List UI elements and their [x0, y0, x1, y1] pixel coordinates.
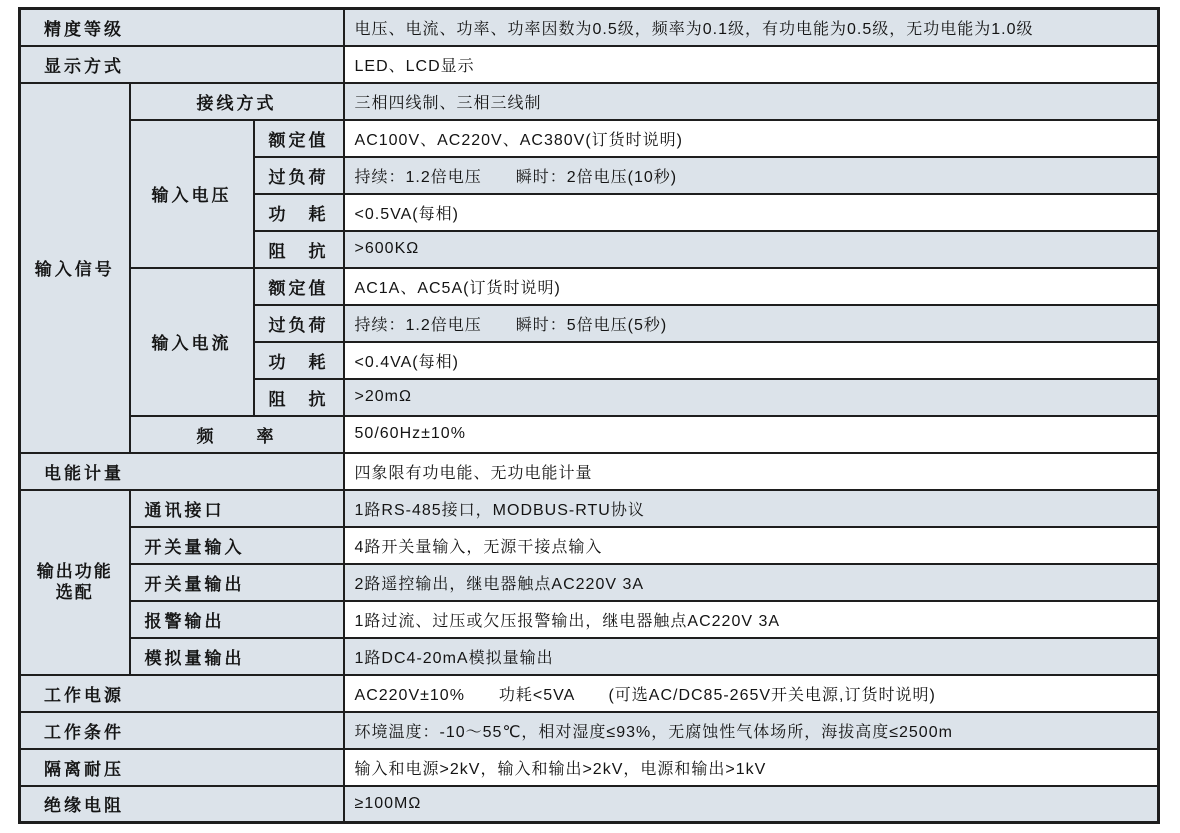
spec-table: [18, 7, 1160, 824]
input-voltage-consumption-label: 功 耗: [254, 194, 344, 231]
input-voltage-impedance-value: >600KΩ: [344, 231, 1159, 268]
input-voltage-overload-value: 持续：1.2倍电压 瞬时：2倍电压(10秒): [344, 157, 1159, 194]
input-current-rated-value: AC1A、AC5A(订货时说明): [344, 268, 1159, 305]
insulation-resistance-value: ≥100MΩ: [344, 786, 1159, 823]
input-signal-label: 输入信号: [20, 83, 130, 453]
wiring-label: 接线方式: [130, 83, 344, 120]
input-current-label: 输入电流: [130, 268, 254, 416]
frequency-label: 频 率: [130, 416, 344, 453]
input-voltage-impedance-label: 阻 抗: [254, 231, 344, 268]
power-supply-label: 工作电源: [20, 675, 344, 712]
accuracy-label: 精度等级: [20, 9, 344, 46]
output-options-label-line1: 输出功能: [36, 562, 113, 581]
digital-output-label: 开关量输出: [130, 564, 344, 601]
input-voltage-consumption-value: <0.5VA(每相): [344, 194, 1159, 231]
display-value: LED、LCD显示: [344, 46, 1159, 83]
digital-input-value: 4路开关量输入，无源干接点输入: [344, 527, 1159, 564]
insulation-resistance-label: 绝缘电阻: [20, 786, 344, 823]
digital-output-value: 2路遥控输出，继电器触点AC220V 3A: [344, 564, 1159, 601]
work-conditions-value: 环境温度：-10～55℃，相对湿度≤93%，无腐蚀性气体场所，海拔高度≤2500m: [344, 712, 1159, 749]
input-current-impedance-label: 阻 抗: [254, 379, 344, 416]
input-voltage-rated-value: AC100V、AC220V、AC380V(订货时说明): [344, 120, 1159, 157]
input-voltage-rated-label: 额定值: [254, 120, 344, 157]
isolation-voltage-value: 输入和电源>2kV，输入和输出>2kV，电源和输出>1kV: [344, 749, 1159, 786]
wiring-value: 三相四线制、三相三线制: [344, 83, 1159, 120]
display-label: 显示方式: [20, 46, 344, 83]
input-current-consumption-label: 功 耗: [254, 342, 344, 379]
accuracy-value: 电压、电流、功率、功率因数为0.5级，频率为0.1级，有功电能为0.5级，无功电能为1.0级: [344, 9, 1159, 46]
input-current-impedance-value: >20mΩ: [344, 379, 1159, 416]
input-current-rated-label: 额定值: [254, 268, 344, 305]
input-current-consumption-value: <0.4VA(每相): [344, 342, 1159, 379]
input-current-overload-value: 持续：1.2倍电压 瞬时：5倍电压(5秒): [344, 305, 1159, 342]
input-current-overload-label: 过负荷: [254, 305, 344, 342]
comm-port-value: 1路RS-485接口，MODBUS-RTU协议: [344, 490, 1159, 527]
analog-output-value: 1路DC4-20mA模拟量输出: [344, 638, 1159, 675]
input-voltage-overload-label: 过负荷: [254, 157, 344, 194]
isolation-voltage-label: 隔离耐压: [20, 749, 344, 786]
input-voltage-label: 输入电压: [130, 120, 254, 268]
alarm-output-label: 报警输出: [130, 601, 344, 638]
work-conditions-label: 工作条件: [20, 712, 344, 749]
power-supply-value: AC220V±10% 功耗<5VA (可选AC/DC85-265V开关电源,订货时说明): [344, 675, 1159, 712]
alarm-output-value: 1路过流、过压或欠压报警输出，继电器触点AC220V 3A: [344, 601, 1159, 638]
energy-metering-label: 电能计量: [20, 453, 344, 490]
digital-input-label: 开关量输入: [130, 527, 344, 564]
frequency-value: 50/60Hz±10%: [344, 416, 1159, 453]
output-options-label-line2: 选配: [55, 583, 94, 602]
analog-output-label: 模拟量输出: [130, 638, 344, 675]
comm-port-label: 通讯接口: [130, 490, 344, 527]
output-options-label: [20, 490, 130, 675]
energy-metering-value: 四象限有功电能、无功电能计量: [344, 453, 1159, 490]
